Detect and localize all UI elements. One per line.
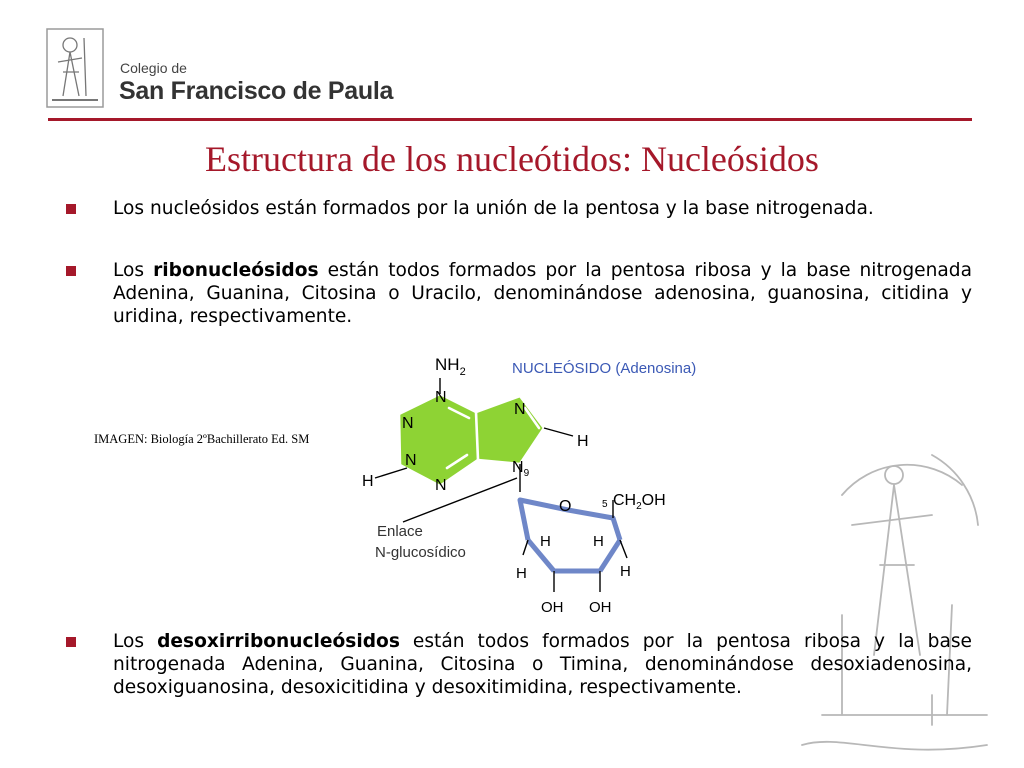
brand-subtitle: Colegio de [120, 60, 187, 76]
bond-label: N-glucosídico [375, 544, 466, 561]
bullet-bold-term: desoxirribonucleósidos [157, 631, 400, 652]
bullet-text-run: Los nucleósidos están formados por la unión de la pentosa y la base nitrogenada. [113, 198, 874, 219]
ring-nitrogen-label: N [435, 477, 447, 494]
bullet-text [113, 197, 972, 220]
sugar-hydrogen-label: H [516, 565, 527, 582]
bullet-text-run: Los [113, 260, 154, 281]
hydroxyl-label: OH [541, 599, 564, 616]
square-bullet-icon [66, 637, 76, 647]
bullet-text-run: Los [113, 631, 158, 652]
watermark-seal-icon [782, 415, 1010, 765]
carbon-5-label: 5 [602, 499, 608, 510]
slide-title: Estructura de los nucleótidos: Nucleósidos [205, 139, 819, 179]
ring-hydrogen-label: H [577, 433, 589, 450]
bullet-item [66, 197, 972, 220]
square-bullet-icon [66, 204, 76, 214]
bullet-bold-term: ribonucleósidos [153, 260, 319, 281]
sugar-hydrogen-label: H [540, 533, 551, 550]
ring-hydrogen-label: H [362, 473, 374, 490]
diagram-caption: NUCLEÓSIDO (Adenosina) [512, 360, 697, 377]
ring-nitrogen-label: N [514, 401, 526, 418]
school-logo-icon [46, 28, 104, 108]
brand-name: San Francisco de Paula [119, 77, 394, 105]
ch2oh-label: $CH_2OH$ [613, 492, 666, 512]
square-bullet-icon [66, 266, 76, 276]
sugar-hydrogen-label: H [593, 533, 604, 550]
image-credit: IMAGEN: Biología 2ºBachillerato Ed. SM [94, 432, 310, 446]
bullet-text-run: están todos formados por la pentosa ribosa y la base nitrogenada Adenina, Guanina, Citosina o Timina, denominándose desoxiadenosina, desoxiguanosina, desoxicitidina y desoxitimidina, respectivamente. [113, 631, 972, 699]
sugar-hydrogen-label: H [620, 563, 631, 580]
bullet-text [113, 630, 972, 700]
bond-label: Enlace [377, 523, 423, 540]
bullet-item [66, 259, 972, 329]
title-divider [48, 118, 972, 121]
bullet-item [66, 630, 972, 700]
ring-nitrogen-label: N [435, 389, 447, 406]
hydroxyl-label: OH [589, 599, 612, 616]
ring-nitrogen-label: N [405, 452, 417, 469]
bullet-text-run: están todos formados por la pentosa ribosa y la base nitrogenada Adenina, Guanina, Citosina o Uracilo, denominándose adenosina, guanosina, citidina y uridina, respectivamente. [113, 260, 972, 328]
ring-nitrogen-label: N [402, 415, 414, 432]
sugar-oxygen-label: O [559, 498, 572, 515]
amino-group-label: $NH_2$ [435, 355, 466, 378]
bullet-text [113, 259, 972, 329]
ring-nitrogen-n9-label: $N_9$ [512, 459, 530, 479]
adenosine-diagram [355, 350, 765, 618]
